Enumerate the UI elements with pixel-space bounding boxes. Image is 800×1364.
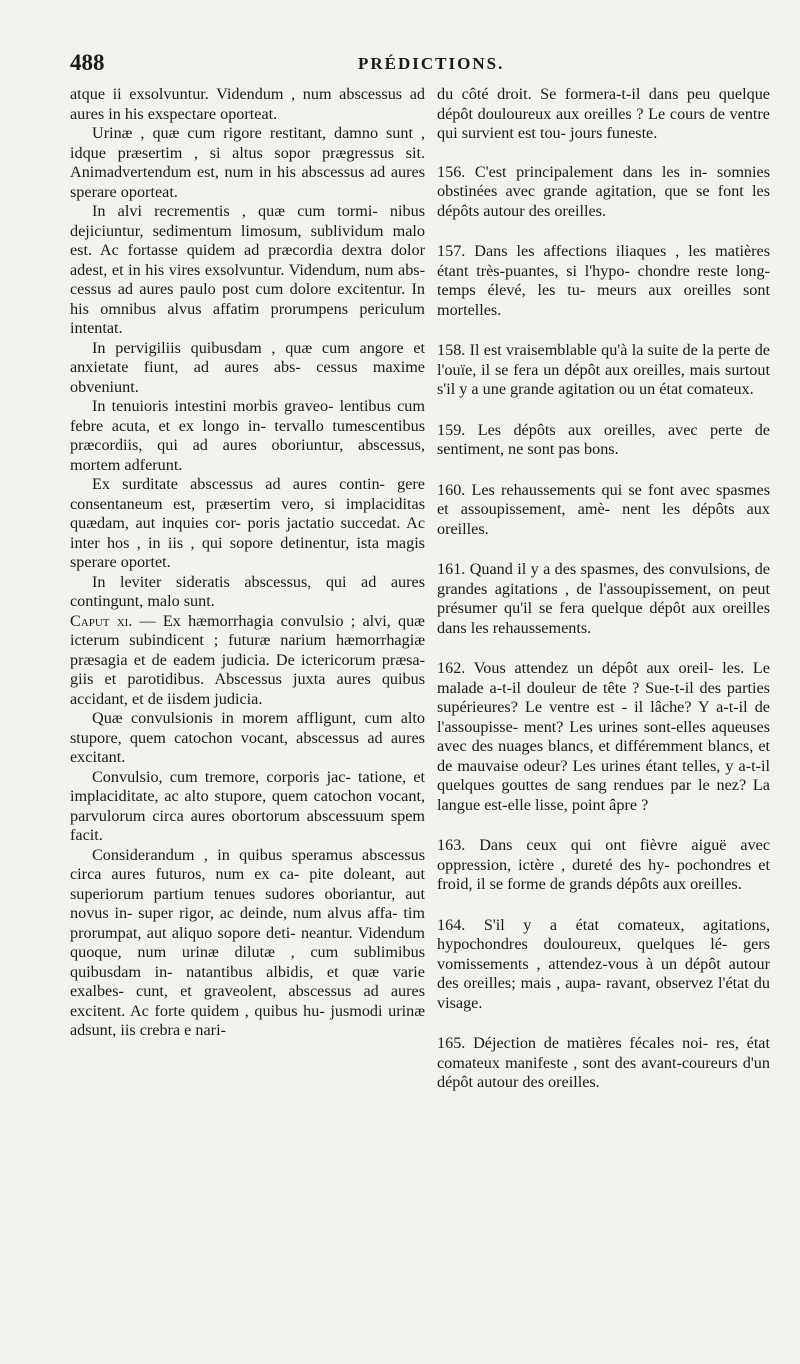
caput-summary: — Ex hæmorrhagia convulsio ; alvi, quæ icterum subindicent ; futuræ narium hæmorrhagiæ præsagia et de eadem judicia. De ictericorum præsa- giis et parotidibus. Abscessus juxta aures quibus accidant, et de iisdem judicia. (70, 611, 425, 708)
page-header (70, 50, 770, 80)
latin-column (70, 85, 425, 1041)
french-entry: 160. Les rehaussements qui se font avec spasmes et assoupissement, amè- nent les dépôts aux oreilles. (437, 480, 770, 538)
latin-paragraph: In leviter sideratis abscessus, qui ad aures contingunt, malo sunt. (70, 572, 425, 610)
french-entry: du côté droit. Se formera-t-il dans peu quelque dépôt douloureux aux oreilles ? Le cours de ventre qui survient est tou- jours funeste. (437, 85, 770, 142)
latin-paragraph: Ex surditate abscessus ad aures contin- gere consentaneum est, præsertim vero, si implaciditas quædam, aut inquies cor- poris jactatio succedat. Ac inter hos , in iis , qui sopore detinentur, ista magis sperare oportet. (70, 475, 425, 571)
french-entry: 164. S'il y a état comateux, agitations, hypochondres douloureux, quelques lé- gers vomissements , attendez-vous à un dépôt autour des oreilles; mais , aupa- ravant, observez l'état du visage. (437, 915, 770, 1012)
latin-paragraph: Urinæ , quæ cum rigore restitant, damno sunt , idque præsertim , si altus sopor prægressus sit. Animadvertendum est, num in his abscessus ad aures sperare oporteat. (70, 124, 425, 201)
latin-paragraph: In tenuioris intestini morbis graveo- lentibus cum febre acuta, et ex longo in- tervallo tumescentibus præcordiis, qui ad aures oboriuntur, abscessus, mortem adferunt. (70, 397, 425, 474)
caput-paragraph (70, 612, 425, 710)
latin-paragraph: Considerandum , in quibus speramus abscessus circa aures futuros, num ex ca- pite doleant, aut superiorum partium tenues sudores oboriantur, aut novus in- super rigor, ac deinde, num alvus affa- tim prorumpat, aut aliquo sopore deti- neantur. Videndum quoque, num urinæ dilutæ , cum sublimibus quibusdam in- natantibus albidis, et quæ varie exalbes- cunt, et graveolent, abscessus ad aures excitent. Ac forte quidem , quibus hu- jusmodi urinæ adsunt, iis crebra e nari- (70, 845, 425, 1039)
caput-heading: Caput xi. (70, 611, 133, 630)
french-entry: 162. Vous attendez un dépôt aux oreil- les. Le malade a-t-il douleur de tête ? Sue-t-il des parties supérieures? Le ventre est - il lâche? Y a-t-il de l'assoupisse- ment? Les urines sont-elles aqueuses avec des nuages blancs, et différemment blancs, et de mauvaise odeur? Les urines étant telles, y a-t-il quelques gouttes de sang rendues par le nez? La langue est-elle lisse, point âpre ? (437, 659, 770, 814)
latin-paragraph: In alvi recrementis , quæ cum tormi- nibus dejiciuntur, sedimentum limosum, sublividum malo est. Ac fortasse quidem ad præcordia dextra dolor adest, et in his vires exsolvuntur. Videndum, num abs- cessus ad aures paulo post cum dolore excitentur. In his omnibus alvus affatim prorumpens periculum intentat. (70, 202, 425, 337)
french-entry: 156. C'est principalement dans les in- somnies obstinées avec grande agitation, que se font les dépôts autour des oreilles. (437, 162, 770, 220)
french-entry: 165. Déjection de matières fécales noi- res, état comateux manifeste , sont des avant-coureurs d'un dépôt autour des oreilles. (437, 1034, 770, 1091)
latin-paragraph: atque ii exsolvuntur. Videndum , num abscessus ad aures in his exspectare oporteat. (70, 85, 425, 123)
page-number: 488 (70, 50, 105, 75)
running-title: PRÉDICTIONS. (358, 54, 505, 73)
french-entry: 158. Il est vraisemblable qu'à la suite de la perte de l'ouïe, il se fera un dépôt aux oreilles, mais surtout s'il y a une grande agitation ou un état comateux. (437, 341, 770, 398)
french-entry: 161. Quand il y a des spasmes, des convulsions, de grandes agitations , de l'assoupissement, on peut présumer qu'il se fera quelque dépôt aux oreilles dans les rehaussements. (437, 560, 770, 637)
french-entry: 159. Les dépôts aux oreilles, avec perte de sentiment, ne sont pas bons. (437, 420, 770, 458)
french-column (437, 85, 770, 1114)
latin-paragraph: Quæ convulsionis in morem affligunt, cum alto stupore, quem catochon vocant, abscessus ad aures excitant. (70, 709, 425, 766)
french-entry: 157. Dans les affections iliaques , les matières étant très-puantes, si l'hypo- chondre reste long-temps élevé, les tu- meurs aux oreilles sont mortelles. (437, 242, 770, 319)
latin-paragraph: In pervigiliis quibusdam , quæ cum angore et anxietate fiunt, ad aures abs- cessus maxime obveniunt. (70, 338, 425, 396)
latin-paragraph: Convulsio, cum tremore, corporis jac- tatione, et implaciditate, ac alto stupore, quem catochon vocant, parvulorum circa aures obortorum abscessuum spem facit. (70, 767, 425, 844)
french-entry: 163. Dans ceux qui ont fièvre aiguë avec oppression, ictère , dureté des hy- pochondres et froid, il se forme de grands dépôts aux oreilles. (437, 836, 770, 893)
